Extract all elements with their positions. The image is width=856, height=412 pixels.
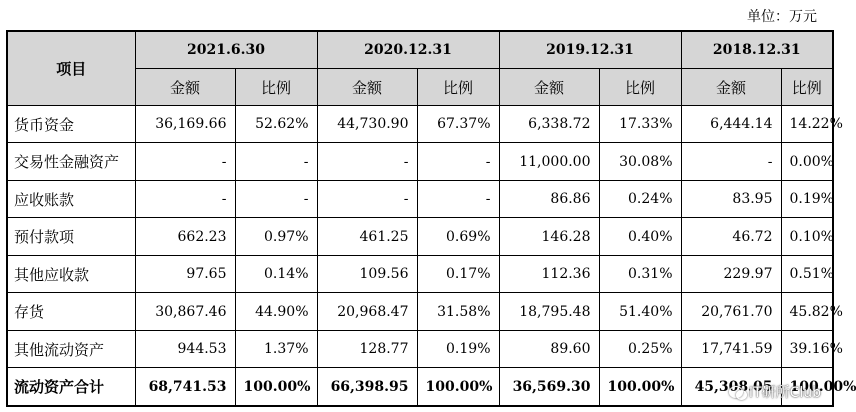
ratio-cell: 1.37% — [235, 330, 317, 367]
amount-cell: 83.95 — [681, 180, 781, 217]
row-label: 交易性金融资产 — [7, 143, 135, 180]
ratio-cell: 39.16% — [781, 330, 833, 367]
amount-cell: 6,444.14 — [681, 106, 781, 143]
ratio-header: 比例 — [417, 69, 499, 106]
amount-cell: 6,338.72 — [499, 106, 599, 143]
amount-cell: 461.25 — [317, 218, 417, 255]
ratio-cell: 0.14% — [235, 255, 317, 292]
ratio-cell: 67.37% — [417, 106, 499, 143]
amount-header: 金额 — [317, 69, 417, 106]
ratio-cell: 0.31% — [599, 255, 681, 292]
amount-cell: 36,569.30 — [499, 368, 599, 406]
ratio-cell: 0.51% — [781, 255, 833, 292]
ratio-cell: 0.25% — [599, 330, 681, 367]
amount-cell: - — [135, 180, 235, 217]
ratio-cell: 45.82% — [781, 293, 833, 330]
ratio-cell: 0.97% — [235, 218, 317, 255]
ratio-cell: 100.00% — [235, 368, 317, 406]
ratio-cell: 0.69% — [417, 218, 499, 255]
amount-cell: 17,741.59 — [681, 330, 781, 367]
amount-cell: 662.23 — [135, 218, 235, 255]
ratio-cell: - — [417, 143, 499, 180]
ratio-cell: 30.08% — [599, 143, 681, 180]
ratio-cell: - — [235, 180, 317, 217]
ratio-header: 比例 — [781, 69, 833, 106]
ratio-cell: 44.90% — [235, 293, 317, 330]
ratio-cell: 52.62% — [235, 106, 317, 143]
ratio-cell: 0.24% — [599, 180, 681, 217]
ratio-cell: 0.19% — [781, 180, 833, 217]
amount-cell: 20,761.70 — [681, 293, 781, 330]
period-header: 2020.12.31 — [317, 31, 499, 69]
amount-cell: 36,169.66 — [135, 106, 235, 143]
ratio-cell: 17.33% — [599, 106, 681, 143]
amount-cell: 46.72 — [681, 218, 781, 255]
table-row — [7, 106, 833, 143]
amount-cell: 89.60 — [499, 330, 599, 367]
amount-cell: 109.56 — [317, 255, 417, 292]
amount-cell: - — [317, 143, 417, 180]
amount-cell: 45,308.05 — [681, 368, 781, 406]
table-row — [7, 180, 833, 217]
row-label: 货币资金 — [7, 106, 135, 143]
ratio-header: 比例 — [599, 69, 681, 106]
period-header: 2021.6.30 — [135, 31, 317, 69]
watermark — [729, 382, 821, 402]
amount-cell: 112.36 — [499, 255, 599, 292]
current-assets-table — [6, 30, 856, 407]
amount-cell: 66,398.95 — [317, 368, 417, 406]
period-header: 2019.12.31 — [499, 31, 681, 69]
table-row — [7, 218, 833, 255]
row-label: 流动资产合计 — [7, 368, 135, 406]
watermark-text: IT研所Club — [748, 385, 821, 401]
amount-header: 金额 — [681, 69, 781, 106]
amount-header: 金额 — [135, 69, 235, 106]
row-label: 应收账款 — [7, 180, 135, 217]
wechat-icon — [729, 385, 745, 399]
table-row — [7, 255, 833, 292]
amount-cell: 11,000.00 — [499, 143, 599, 180]
ratio-cell: 0.17% — [417, 255, 499, 292]
amount-cell: - — [317, 180, 417, 217]
ratio-cell: 0.19% — [417, 330, 499, 367]
table-row — [7, 330, 833, 367]
table-row — [7, 143, 833, 180]
amount-cell: 97.65 — [135, 255, 235, 292]
amount-header: 金额 — [499, 69, 599, 106]
ratio-cell: - — [417, 180, 499, 217]
ratio-cell: 0.10% — [781, 218, 833, 255]
ratio-cell: 51.40% — [599, 293, 681, 330]
table-row — [7, 293, 833, 330]
period-header: 2018.12.31 — [681, 31, 833, 69]
row-label: 预付款项 — [7, 218, 135, 255]
amount-cell: 86.86 — [499, 180, 599, 217]
ratio-cell: - — [235, 143, 317, 180]
ratio-header: 比例 — [235, 69, 317, 106]
ratio-cell: 100.00% — [599, 368, 681, 406]
ratio-cell: 0.40% — [599, 218, 681, 255]
amount-cell: 944.53 — [135, 330, 235, 367]
amount-cell: 30,867.46 — [135, 293, 235, 330]
amount-cell: 128.77 — [317, 330, 417, 367]
total-row — [7, 368, 833, 406]
amount-cell: 18,795.48 — [499, 293, 599, 330]
amount-cell: - — [135, 143, 235, 180]
row-label: 其他应收款 — [7, 255, 135, 292]
row-label: 其他流动资产 — [7, 330, 135, 367]
amount-cell: 44,730.90 — [317, 106, 417, 143]
unit-label: 单位：万元 — [747, 9, 817, 25]
ratio-cell: 100.00% — [781, 368, 833, 406]
amount-cell: 229.97 — [681, 255, 781, 292]
ratio-cell: 100.00% — [417, 368, 499, 406]
item-header: 项目 — [7, 31, 135, 106]
ratio-cell: 31.58% — [417, 293, 499, 330]
ratio-cell: 14.22% — [781, 106, 833, 143]
row-label: 存货 — [7, 293, 135, 330]
ratio-cell: 0.00% — [781, 143, 833, 180]
amount-cell: - — [681, 143, 781, 180]
amount-cell: 68,741.53 — [135, 368, 235, 406]
amount-cell: 146.28 — [499, 218, 599, 255]
amount-cell: 20,968.47 — [317, 293, 417, 330]
